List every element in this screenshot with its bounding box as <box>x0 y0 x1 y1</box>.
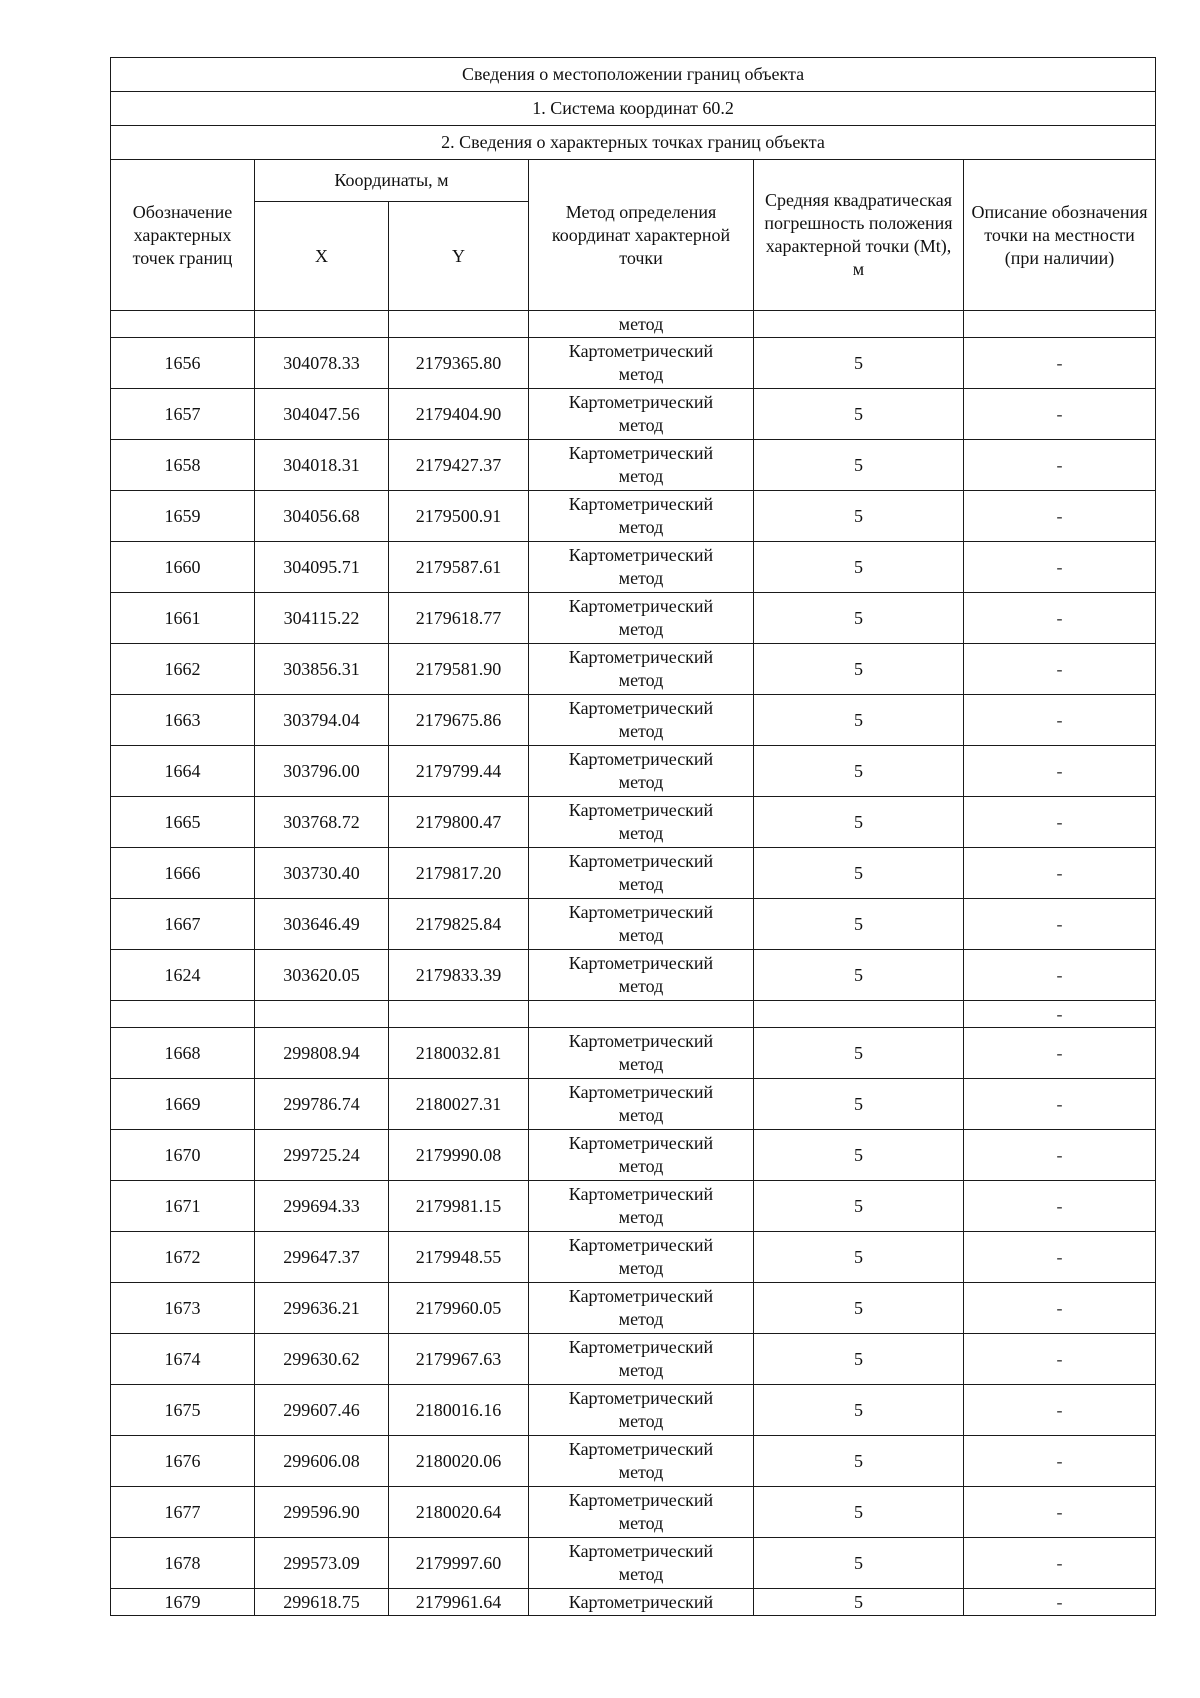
section-title: Сведения о местоположении границ объекта <box>111 58 1156 92</box>
cell-method <box>529 389 754 440</box>
cell-desc: - <box>964 1436 1156 1487</box>
cell-x: 304078.33 <box>255 338 389 389</box>
cell-id: 1624 <box>111 950 255 1001</box>
table-row <box>111 1487 1156 1538</box>
cell-id: 1671 <box>111 1181 255 1232</box>
header-coordinates: Координаты, м <box>255 160 529 202</box>
method-line-2: метод <box>618 1513 664 1533</box>
cell-x: 304095.71 <box>255 542 389 593</box>
table-row <box>111 1028 1156 1079</box>
cell-mt: 5 <box>754 950 964 1001</box>
cell-x: 299725.24 <box>255 1130 389 1181</box>
cell-method <box>529 1436 754 1487</box>
cell-y: 2179960.05 <box>389 1283 529 1334</box>
table-row <box>111 389 1156 440</box>
method-line-1: Картометрический <box>568 1541 714 1561</box>
cell-id: 1659 <box>111 491 255 542</box>
cell-id: 1656 <box>111 338 255 389</box>
method-line-1: Картометрический <box>568 596 714 616</box>
table-row <box>111 1283 1156 1334</box>
cell-method <box>529 1181 754 1232</box>
method-line-1: Картометрический <box>568 1184 714 1204</box>
table-row <box>111 338 1156 389</box>
cell-y: 2180027.31 <box>389 1079 529 1130</box>
table-row <box>111 1079 1156 1130</box>
method-line-1: Картометрический <box>568 647 714 667</box>
table-row-truncated <box>111 1589 1156 1616</box>
cell-y: 2179581.90 <box>389 644 529 695</box>
cell-mt: 5 <box>754 1079 964 1130</box>
cell-id: 1660 <box>111 542 255 593</box>
cell-x: 303794.04 <box>255 695 389 746</box>
cell-mt: 5 <box>754 1283 964 1334</box>
cell-id: 1677 <box>111 1487 255 1538</box>
method-line-1: Картометрический <box>568 1490 714 1510</box>
cell-mt: 5 <box>754 542 964 593</box>
method-line-1: Картометрический <box>568 1235 714 1255</box>
cell-method <box>529 746 754 797</box>
cell-mt: 5 <box>754 1130 964 1181</box>
table-row <box>111 1181 1156 1232</box>
cell-desc: - <box>964 440 1156 491</box>
method-line-2: метод <box>618 1258 664 1278</box>
cell-mt: 5 <box>754 644 964 695</box>
method-line-2: метод <box>618 364 664 384</box>
title-row <box>111 58 1156 92</box>
cell-id: 1666 <box>111 848 255 899</box>
cell-mt: 5 <box>754 593 964 644</box>
cell-x: 299808.94 <box>255 1028 389 1079</box>
table-row <box>111 593 1156 644</box>
cell-id: 1665 <box>111 797 255 848</box>
method-line-2: метод <box>618 619 664 639</box>
method-line-2: метод <box>618 1462 664 1482</box>
header-x: X <box>255 202 389 311</box>
cell-id: 1670 <box>111 1130 255 1181</box>
method-line-2: метод <box>618 1156 664 1176</box>
cell-method <box>529 1001 754 1028</box>
cell-mt: 5 <box>754 1385 964 1436</box>
cell-y: 2179365.80 <box>389 338 529 389</box>
coord-system-row <box>111 92 1156 126</box>
cell-mt: 5 <box>754 1487 964 1538</box>
cell-y: 2179799.44 <box>389 746 529 797</box>
method-line-1: Картометрический <box>568 1388 714 1408</box>
cell-id <box>111 1001 255 1028</box>
cell-desc: - <box>964 593 1156 644</box>
cell-desc: - <box>964 797 1156 848</box>
cell-mt: 5 <box>754 1589 964 1616</box>
method-line-2: метод <box>618 415 664 435</box>
cell-y: 2179500.91 <box>389 491 529 542</box>
cell-x: 299573.09 <box>255 1538 389 1589</box>
cell-x: 303620.05 <box>255 950 389 1001</box>
cell-x: 299786.74 <box>255 1079 389 1130</box>
cell-desc: - <box>964 389 1156 440</box>
cell-desc: - <box>964 695 1156 746</box>
table-row <box>111 899 1156 950</box>
method-line-1: Картометрический <box>568 851 714 871</box>
method-line-1: Картометрический <box>568 494 714 514</box>
cell-id: 1658 <box>111 440 255 491</box>
cell-desc: - <box>964 1283 1156 1334</box>
cell-method <box>529 1334 754 1385</box>
cell-desc: - <box>964 1181 1156 1232</box>
cell-method <box>529 1028 754 1079</box>
method-line-1: Картометрический <box>568 1082 714 1102</box>
cell-method <box>529 1079 754 1130</box>
method-line-1: Картометрический <box>568 1439 714 1459</box>
cell-desc: - <box>964 644 1156 695</box>
cell-x: 299607.46 <box>255 1385 389 1436</box>
cell-y: 2179825.84 <box>389 899 529 950</box>
method-line-1: Картометрический <box>568 392 714 412</box>
cell-x: 299636.21 <box>255 1283 389 1334</box>
cell-method <box>529 491 754 542</box>
table-row <box>111 644 1156 695</box>
method-line-1: Картометрический <box>568 698 714 718</box>
cell-y <box>389 1001 529 1028</box>
cell-id: 1667 <box>111 899 255 950</box>
header-y: Y <box>389 202 529 311</box>
cell-x: 303768.72 <box>255 797 389 848</box>
table-row <box>111 746 1156 797</box>
table-row <box>111 1232 1156 1283</box>
cell-y: 2179587.61 <box>389 542 529 593</box>
method-line-1: Картометрический <box>568 1133 714 1153</box>
cell-id: 1664 <box>111 746 255 797</box>
cell-y: 2179961.64 <box>389 1589 529 1616</box>
cell-y: 2179618.77 <box>389 593 529 644</box>
cell-mt: 5 <box>754 1334 964 1385</box>
method-line-1: Картометрический <box>568 749 714 769</box>
cell-desc: - <box>964 1001 1156 1028</box>
cell-desc <box>964 311 1156 338</box>
table-row <box>111 695 1156 746</box>
method-line-2: метод <box>618 517 664 537</box>
method-line-1: Картометрический <box>568 1286 714 1306</box>
cell-x: 304018.31 <box>255 440 389 491</box>
table-row <box>111 1538 1156 1589</box>
method-line-2: метод <box>618 721 664 741</box>
cell-y: 2180020.06 <box>389 1436 529 1487</box>
cell-id: 1672 <box>111 1232 255 1283</box>
cell-id <box>111 311 255 338</box>
cell-y: 2179990.08 <box>389 1130 529 1181</box>
method-line-1: Картометрический <box>568 443 714 463</box>
method-line-2: метод <box>618 1309 664 1329</box>
cell-y: 2179833.39 <box>389 950 529 1001</box>
method-line-2: метод <box>618 772 664 792</box>
cell-x: 299596.90 <box>255 1487 389 1538</box>
cell-method <box>529 1487 754 1538</box>
cell-x: 299694.33 <box>255 1181 389 1232</box>
cell-x: 304056.68 <box>255 491 389 542</box>
cell-mt: 5 <box>754 1232 964 1283</box>
cell-mt: 5 <box>754 389 964 440</box>
cell-method: метод <box>529 311 754 338</box>
cell-desc: - <box>964 950 1156 1001</box>
cell-id: 1661 <box>111 593 255 644</box>
method-line-2: метод <box>618 1207 664 1227</box>
cell-desc: - <box>964 1028 1156 1079</box>
cell-method <box>529 1283 754 1334</box>
cell-desc: - <box>964 1079 1156 1130</box>
cell-method: Картометрический <box>529 1589 754 1616</box>
cell-id: 1678 <box>111 1538 255 1589</box>
cell-method <box>529 848 754 899</box>
points-info-row <box>111 126 1156 160</box>
boundary-points-table <box>110 57 1156 1616</box>
cell-id: 1663 <box>111 695 255 746</box>
cell-id: 1662 <box>111 644 255 695</box>
cell-desc: - <box>964 1538 1156 1589</box>
cell-x: 303856.31 <box>255 644 389 695</box>
cell-method <box>529 950 754 1001</box>
method-line-2: метод <box>618 823 664 843</box>
cell-mt <box>754 311 964 338</box>
cell-y: 2179997.60 <box>389 1538 529 1589</box>
cell-mt: 5 <box>754 797 964 848</box>
header-designation: Обозначение характерных точек границ <box>111 160 255 311</box>
table-row-separator <box>111 1001 1156 1028</box>
table-row <box>111 542 1156 593</box>
cell-y <box>389 311 529 338</box>
cell-mt: 5 <box>754 1181 964 1232</box>
header-method: Метод определения координат характерной точки <box>529 160 754 311</box>
cell-desc: - <box>964 1589 1156 1616</box>
table-row <box>111 1130 1156 1181</box>
cell-y: 2180020.64 <box>389 1487 529 1538</box>
cell-id: 1668 <box>111 1028 255 1079</box>
cell-method <box>529 1538 754 1589</box>
method-line-1: Картометрический <box>568 1031 714 1051</box>
cell-desc: - <box>964 491 1156 542</box>
cell-method <box>529 440 754 491</box>
cell-method <box>529 1385 754 1436</box>
header-row-top <box>111 160 1156 202</box>
cell-id: 1669 <box>111 1079 255 1130</box>
cell-x: 299647.37 <box>255 1232 389 1283</box>
cell-method <box>529 695 754 746</box>
cell-desc: - <box>964 1385 1156 1436</box>
cell-desc: - <box>964 1487 1156 1538</box>
cell-x <box>255 1001 389 1028</box>
cell-mt: 5 <box>754 695 964 746</box>
method-line-1: Картометрический <box>568 902 714 922</box>
cell-desc: - <box>964 746 1156 797</box>
table-row <box>111 950 1156 1001</box>
cell-y: 2179967.63 <box>389 1334 529 1385</box>
cell-mt: 5 <box>754 491 964 542</box>
cell-id: 1674 <box>111 1334 255 1385</box>
cell-mt: 5 <box>754 899 964 950</box>
cell-id: 1673 <box>111 1283 255 1334</box>
cell-mt: 5 <box>754 1436 964 1487</box>
method-line-1: Картометрический <box>568 545 714 565</box>
cell-mt: 5 <box>754 746 964 797</box>
table-row-continued <box>111 311 1156 338</box>
method-line-2: метод <box>618 976 664 996</box>
method-line-2: метод <box>618 1564 664 1584</box>
method-line-2: метод <box>618 874 664 894</box>
cell-desc: - <box>964 899 1156 950</box>
cell-desc: - <box>964 542 1156 593</box>
table-row <box>111 797 1156 848</box>
coord-system-title: 1. Система координат 60.2 <box>111 92 1156 126</box>
header-description: Описание обозначения точки на местности (при наличии) <box>964 160 1156 311</box>
cell-method <box>529 338 754 389</box>
table-row <box>111 1334 1156 1385</box>
cell-desc: - <box>964 848 1156 899</box>
cell-y: 2179675.86 <box>389 695 529 746</box>
cell-x: 304115.22 <box>255 593 389 644</box>
cell-desc: - <box>964 338 1156 389</box>
method-line-2: метод <box>618 1411 664 1431</box>
cell-x: 303646.49 <box>255 899 389 950</box>
table-row <box>111 491 1156 542</box>
cell-method <box>529 797 754 848</box>
table-row <box>111 440 1156 491</box>
method-line-1: Картометрический <box>568 341 714 361</box>
table-row <box>111 1385 1156 1436</box>
cell-x: 299606.08 <box>255 1436 389 1487</box>
method-line-1: Картометрический <box>568 953 714 973</box>
cell-y: 2179404.90 <box>389 389 529 440</box>
cell-id: 1657 <box>111 389 255 440</box>
cell-desc: - <box>964 1232 1156 1283</box>
cell-method <box>529 644 754 695</box>
method-line-2: метод <box>618 925 664 945</box>
cell-y: 2180016.16 <box>389 1385 529 1436</box>
method-line-2: метод <box>618 670 664 690</box>
points-info-title: 2. Сведения о характерных точках границ объекта <box>111 126 1156 160</box>
cell-x: 299618.75 <box>255 1589 389 1616</box>
method-line-2: метод <box>618 466 664 486</box>
method-line-1: Картометрический <box>568 1337 714 1357</box>
cell-x: 303796.00 <box>255 746 389 797</box>
cell-desc: - <box>964 1334 1156 1385</box>
cell-mt: 5 <box>754 440 964 491</box>
cell-x: 299630.62 <box>255 1334 389 1385</box>
method-line-2: метод <box>618 1054 664 1074</box>
cell-y: 2179817.20 <box>389 848 529 899</box>
cell-method <box>529 542 754 593</box>
cell-y: 2179948.55 <box>389 1232 529 1283</box>
cell-x: 303730.40 <box>255 848 389 899</box>
cell-y: 2179981.15 <box>389 1181 529 1232</box>
cell-method <box>529 1232 754 1283</box>
cell-y: 2179800.47 <box>389 797 529 848</box>
cell-method <box>529 899 754 950</box>
method-line-2: метод <box>618 1105 664 1125</box>
cell-method <box>529 593 754 644</box>
cell-x <box>255 311 389 338</box>
cell-id: 1679 <box>111 1589 255 1616</box>
cell-mt <box>754 1001 964 1028</box>
cell-mt: 5 <box>754 1538 964 1589</box>
table-row <box>111 848 1156 899</box>
cell-desc: - <box>964 1130 1156 1181</box>
table-row <box>111 1436 1156 1487</box>
cell-x: 304047.56 <box>255 389 389 440</box>
cell-mt: 5 <box>754 1028 964 1079</box>
cell-method <box>529 1130 754 1181</box>
method-line-2: метод <box>618 568 664 588</box>
cell-mt: 5 <box>754 338 964 389</box>
method-line-2: метод <box>618 1360 664 1380</box>
cell-id: 1675 <box>111 1385 255 1436</box>
cell-y: 2180032.81 <box>389 1028 529 1079</box>
header-error: Средняя квадратическая погрешность положения характерной точки (Mt), м <box>754 160 964 311</box>
cell-y: 2179427.37 <box>389 440 529 491</box>
cell-mt: 5 <box>754 848 964 899</box>
method-line-1: Картометрический <box>568 800 714 820</box>
cell-id: 1676 <box>111 1436 255 1487</box>
